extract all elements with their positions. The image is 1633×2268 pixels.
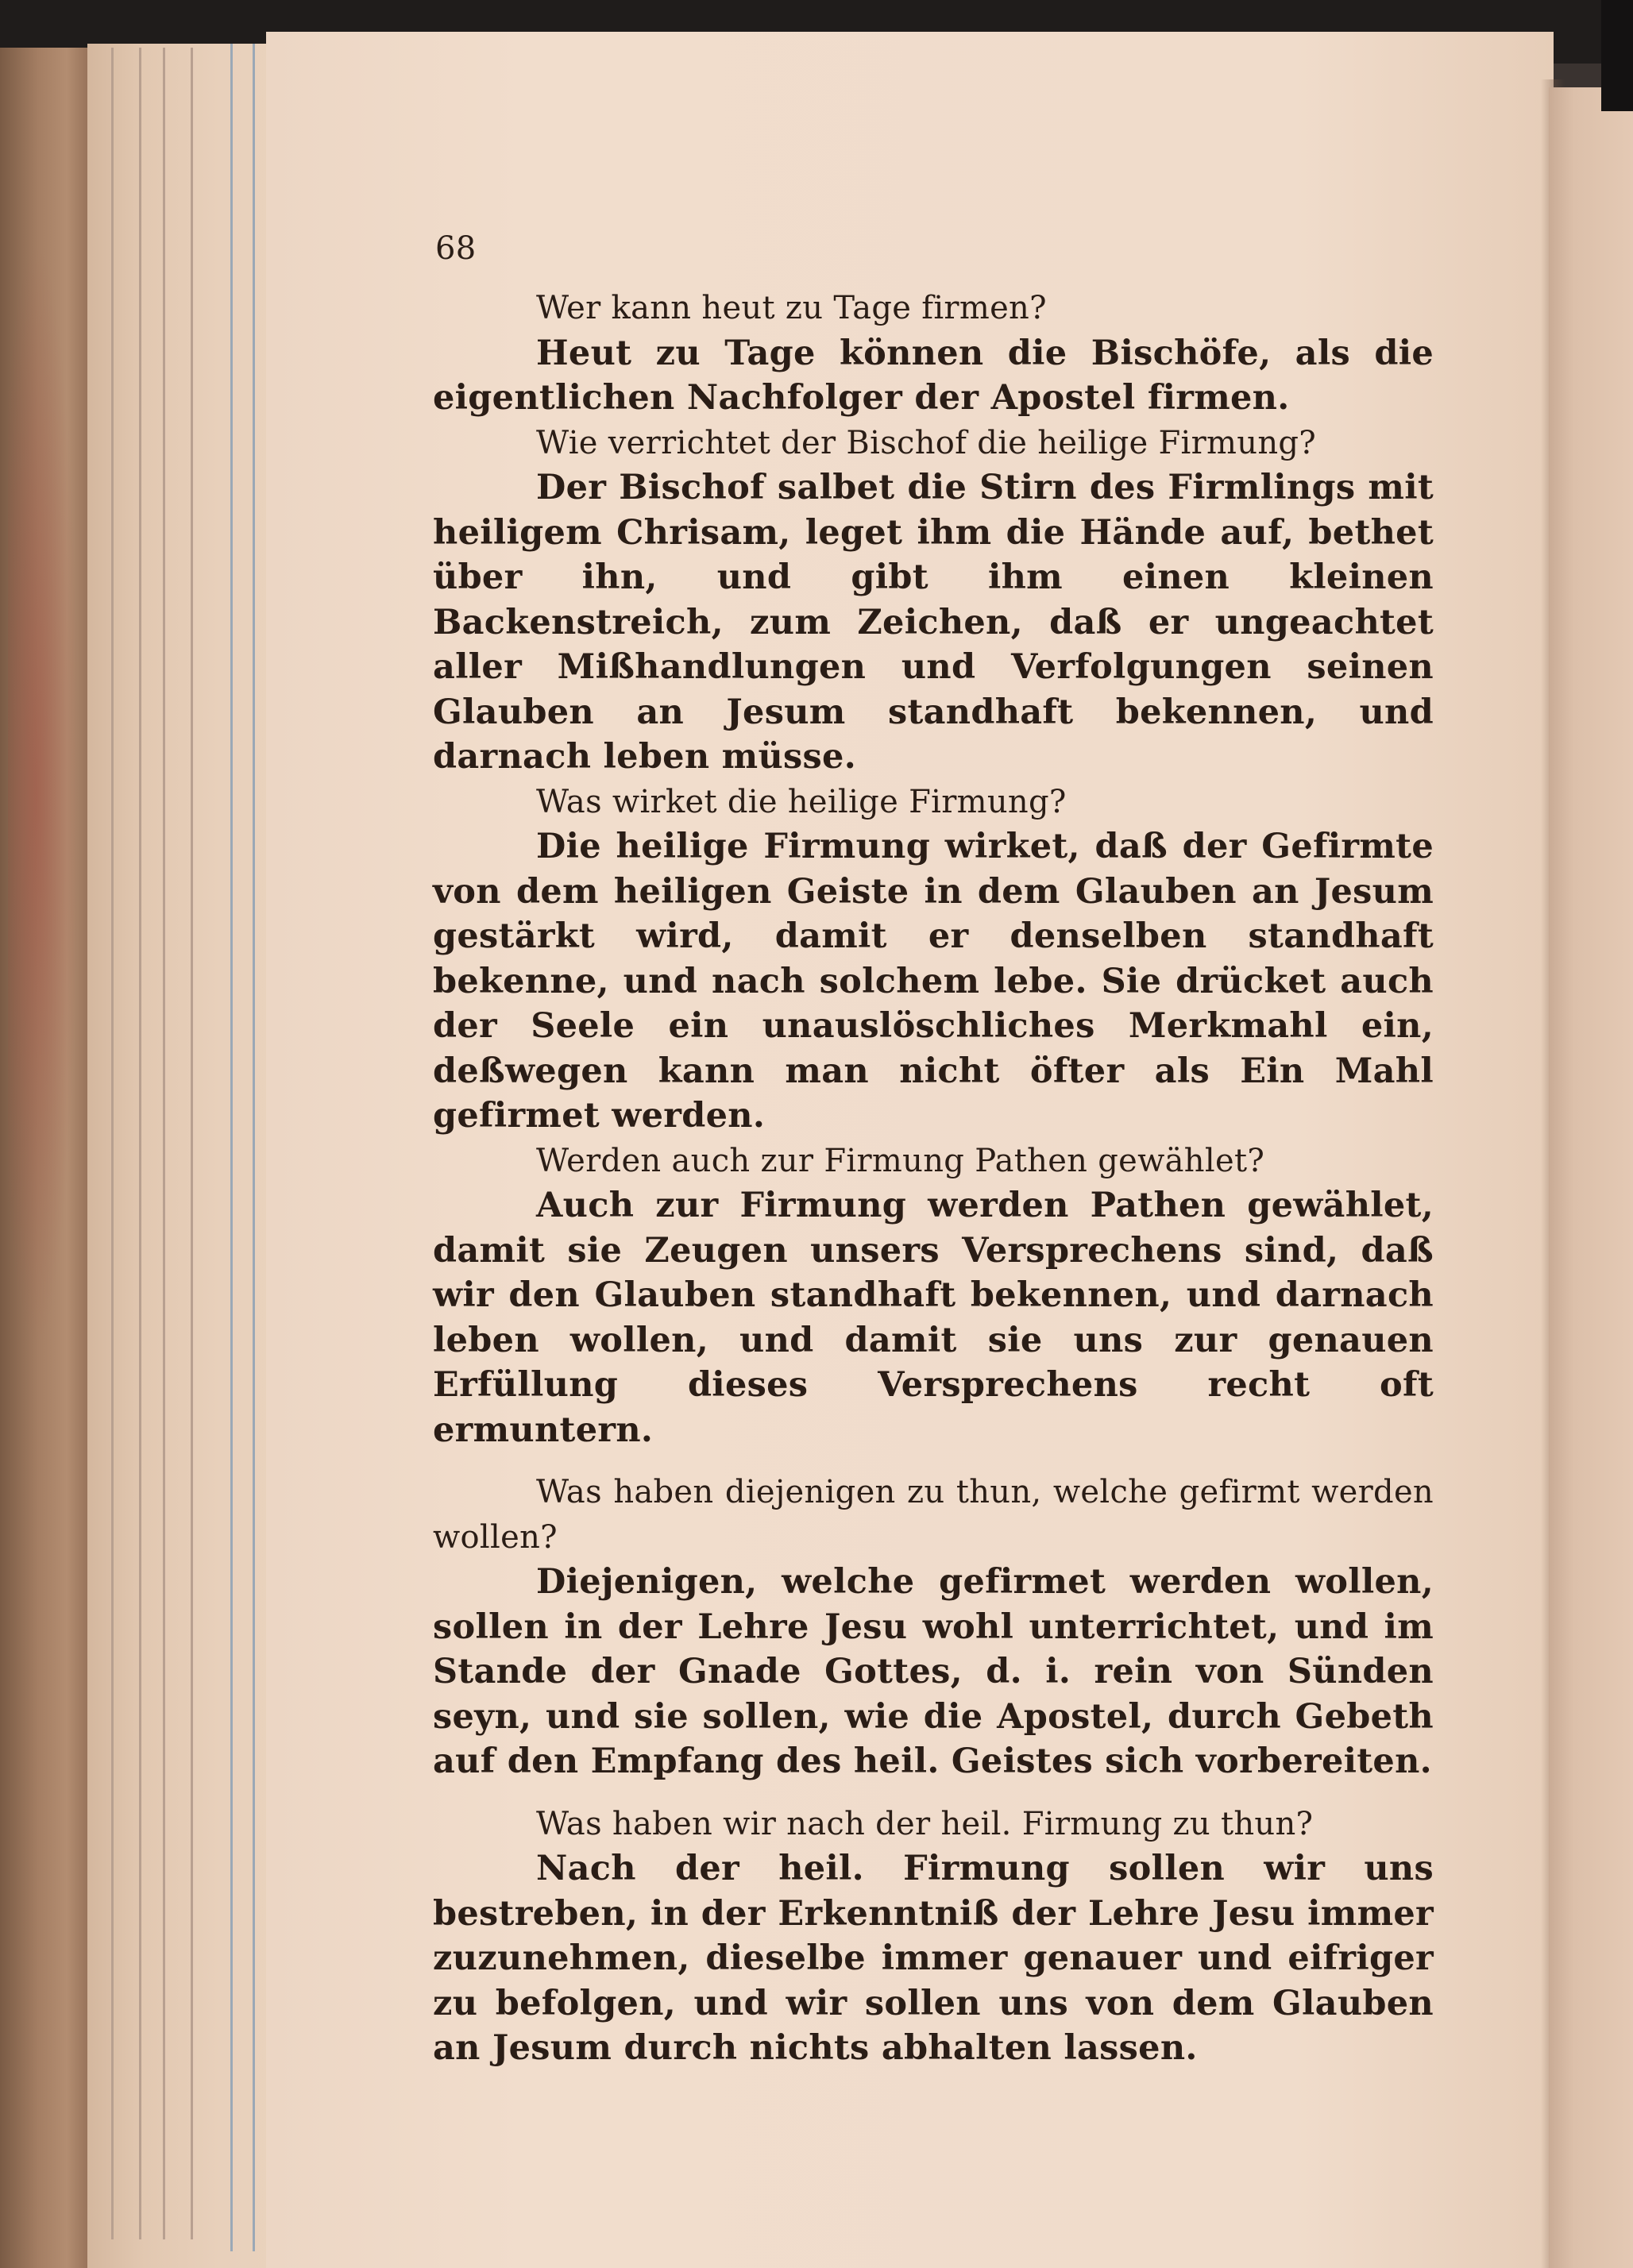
blue-edge-line (253, 44, 255, 2251)
answer-paragraph: Diejenigen, welche gefirmet werden wollen, sollen in der Lehre Jesu wohl unterrichtet, und im Stande der Gnade Gottes, d. i. rein von Sünden seyn, und sie sollen, wie die Apostel, durch Gebeth auf den Empfang des heil. Geistes sich vorbereiten. (433, 1562, 1434, 1781)
catechism-text (433, 286, 1434, 2071)
blue-edge-line (230, 44, 233, 2251)
question-paragraph: Wie verrichtet der Bischof die heilige Firmung? (536, 424, 1317, 461)
answer-paragraph: Heut zu Tage können die Bischöfe, als die eigentlichen Nachfolger der Apostel firmen. (433, 333, 1434, 418)
question-paragraph: Was wirket die heilige Firmung? (536, 783, 1067, 820)
question-paragraph: Was haben wir nach der heil. Firmung zu thun? (536, 1805, 1314, 1842)
page-text (433, 214, 1434, 2068)
answer-paragraph: Der Bischof salbet die Stirn des Firmlings mit heiligem Chrisam, leget ihm die Hände auf, bethet über ihn, und gibt ihm einen kleinen Backenstreich, zum Zeichen, daß er ungeachtet aller Mißhandlungen und Verfolgungen seinen Glauben an Jesum standhaft bekennen, und darnach leben müsse. (433, 468, 1434, 777)
answer-paragraph: Nach der heil. Firmung sollen wir uns bestreben, in der Erkenntniß der Lehre Jesu immer zuzunehmen, dieselbe immer genauer und eifriger zu befolgen, und wir sollen uns von dem Glauben an Jesum durch nichts abhalten lassen. (433, 1849, 1434, 2068)
page-stack (87, 44, 278, 2268)
page-number: 68 (435, 230, 477, 267)
answer-paragraph: Auch zur Firmung werden Pathen gewählet, damit sie Zeugen unsers Versprechens sind, daß wir den Glauben standhaft bekennen, und darnach leben wollen, und damit sie uns zur genauen Erfüllung dieses Versprechens recht oft ermuntern. (433, 1186, 1434, 1450)
answer-paragraph: Die heilige Firmung wirket, daß der Gefirmte von dem heiligen Geiste in dem Glauben an Jesum gestärkt wird, damit er denselben standhaft bekenne, und nach solchem lebe. Sie drücket auch der Seele ein unauslöschliches Merkmahl ein, deßwegen kann man nicht öfter als Ein Mahl gefirmet werden. (433, 827, 1434, 1136)
facing-page (1549, 87, 1633, 2268)
question-paragraph: Wer kann heut zu Tage firmen? (536, 290, 1047, 326)
page-edge-line (163, 48, 165, 2239)
question-paragraph: Was haben diejenigen zu thun, welche gefirmt werden wollen? (433, 1474, 1434, 1556)
page-edge-line (139, 48, 141, 2239)
page-edge-line (111, 48, 114, 2239)
page-edge-line (191, 48, 193, 2239)
cover-stain (8, 238, 79, 1350)
question-paragraph: Werden auch zur Firmung Pathen gewählet? (536, 1142, 1265, 1179)
background-corner (1601, 0, 1633, 111)
